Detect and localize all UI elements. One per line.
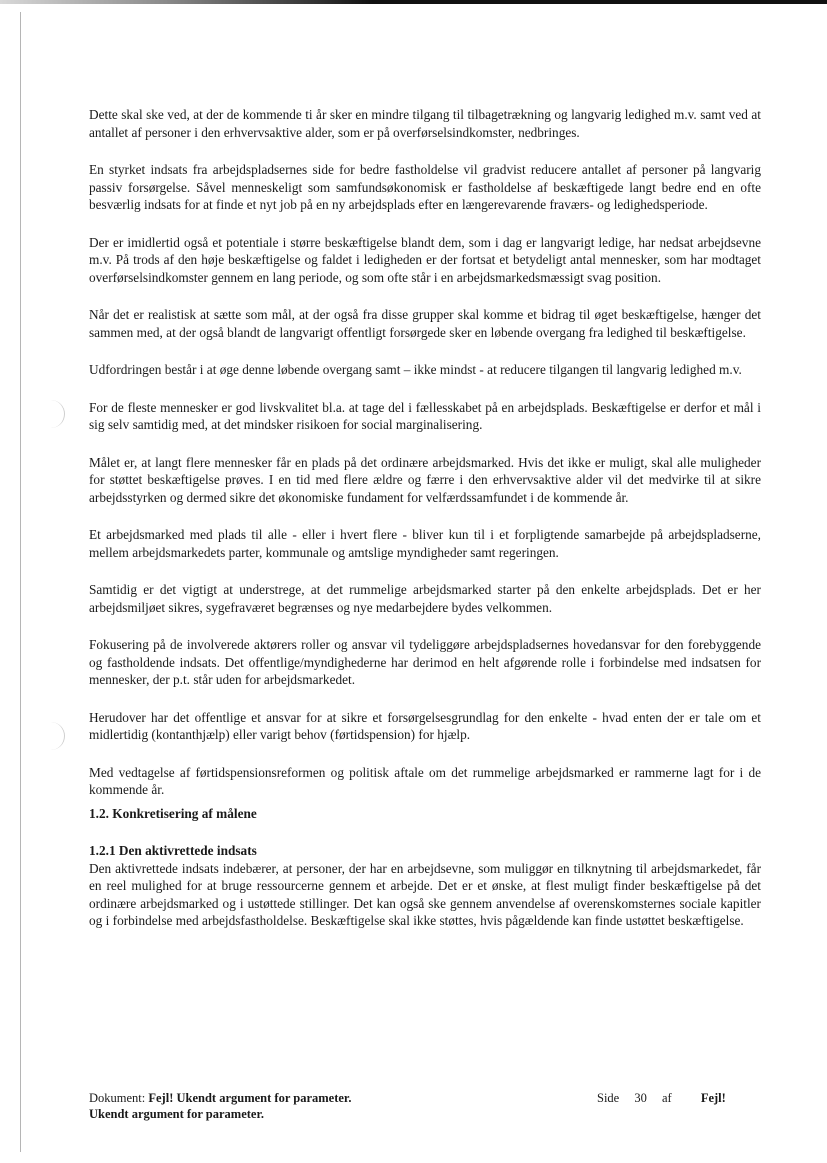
- paragraph: Dette skal ske ved, at der de kommende ti år sker en mindre tilgang til tilbagetrækning og langvarig ledighed m.v. samt ved at antallet af personer i den erhvervsaktive alder, som er på overførselsindkomster, nedbringes.: [89, 107, 761, 140]
- footer-page-number: 30: [634, 1091, 647, 1105]
- document-body: [89, 106, 761, 950]
- footer-document-error-continued: Ukendt argument for parameter.: [89, 1107, 264, 1121]
- punch-hole-mark: [42, 722, 65, 750]
- footer-page-total-error: Fejl!: [700, 1091, 726, 1105]
- paragraph: Når det er realistisk at sætte som mål, at der også fra disse grupper skal komme et bidrag til øget beskæftigelse, hænger det sammen med, at der også blandt de langvarigt offentligt forsørgede sker en løbende overgang fra ledighed til beskæftigelse.: [89, 307, 761, 340]
- footer-page-label: Side: [597, 1091, 620, 1105]
- paragraph: Et arbejdsmarked med plads til alle - eller i hvert flere - bliver kun til i et forpligtende samarbejde på arbejdspladserne, mellem arbejdsmarkedets parter, kommunale og amtslige myndigheder samt regeringen.: [89, 527, 761, 560]
- left-margin-line: [20, 12, 21, 1152]
- punch-hole-mark: [42, 400, 65, 428]
- paragraph: Herudover har det offentlige et ansvar for at sikre et forsørgelsesgrundlag for den enkelte - hvad enten der er tale om et midlertidig (kontanthjælp) eller varigt behov (førtidspension) for hjælp.: [89, 709, 761, 742]
- paragraph: Samtidig er det vigtigt at understrege, at det rummelige arbejdsmarked starter på den enkelte arbejdsplads. Det er her arbejdsmiljøet sikres, sygefraværet begrænses og nye medarbejdere bydes velkommen.: [89, 582, 761, 615]
- section-heading: 1.2. Konkretisering af målene: [89, 805, 257, 821]
- paragraph: Fokusering på de involverede aktørers roller og ansvar vil tydeliggøre arbejdspladsernes hovedansvar for den forebyggende og fastholdende indsats. Det offentlige/myndighederne har derimod en helt afgørende rolle i forbindelse med indsatsen for mennesker, der p.t. står uden for arbejdsmarkedet.: [89, 637, 761, 687]
- paragraph: Målet er, at langt flere mennesker får en plads på det ordinære arbejdsmarked. Hvis det ikke er muligt, skal alle muligheder for støttet beskæftigelse prøves. I en tid med flere ældre og færre i den erhvervsaktive alder vil det medvirke til at sikre arbejdsstyrken og dermed sikre det økonomiske fundament for velfærdssamfundet i de kommende år.: [89, 454, 761, 505]
- paragraph: Med vedtagelse af førtidspensionsreformen og politisk aftale om det rummelige arbejdsmarked er rammerne lagt for i de kommende år.: [89, 764, 761, 797]
- paragraph: For de fleste mennesker er god livskvalitet bl.a. at tage del i fællesskabet på en arbejdsplads. Beskæftigelse er derfor et mål i sig selv samtidig med, at det mindsker risikoen for social marginalisering.: [89, 399, 761, 432]
- footer-page-of: af: [661, 1091, 672, 1105]
- paragraph: En styrket indsats fra arbejdspladsernes side for bedre fastholdelse vil gradvist reducere antallet af personer på langvarig passiv forsørgelse. Såvel menneskeligt som samfundsøkonomisk er fastholdelse af beskæftigede langt bedre end en ofte besværlig indsats for at finde et nyt job på en ny arbejdsplads efter en længerevarende fraværs- og ledighedsperiode.: [89, 162, 761, 212]
- paragraph: Der er imidlertid også et potentiale i større beskæftigelse blandt dem, som i dag er langvarigt ledige, har nedsat arbejdsevne m.v. På trods af den høje beskæftigelse og faldet i ledigheden er der fortsat et betydeligt antal mennesker, som har modtaget overførselsindkomster gennem en lang periode, og som ofte står i en arbejdsmarkedsmæssigt svag position.: [89, 234, 761, 285]
- top-edge-rule: [0, 0, 827, 4]
- footer-document-info: [89, 1090, 409, 1122]
- paragraph: Udfordringen består i at øge denne løbende overgang samt – ikke mindst - at reducere tilgangen til langvarig ledighed m.v.: [89, 362, 742, 377]
- subsection-heading: 1.2.1 Den aktivrettede indsats: [89, 843, 257, 858]
- footer-document-error: Fejl! Ukendt argument for parameter.: [148, 1091, 352, 1105]
- footer-page-info: [597, 1090, 757, 1106]
- paragraph: Den aktivrettede indsats indebærer, at personer, der har en arbejdsevne, som muliggør en tilknytning til arbejdsmarkedet, får en reel mulighed for at bruge ressourcerne gennem et arbejde. Det er et ønske, at flest muligt finder beskæftigelse på det ordinære arbejdsmarked og i ustøttede stillinger. Det kan også ske gennem anvendelse af overenskomsternes sociale kapitler og i forbindelse med arbejdsfastholdelse. Beskæftigelse skal ikke støttes, hvis pågældende kan finde ustøttet beskæftigelse.: [89, 860, 761, 928]
- footer-document-label: Dokument:: [89, 1091, 146, 1105]
